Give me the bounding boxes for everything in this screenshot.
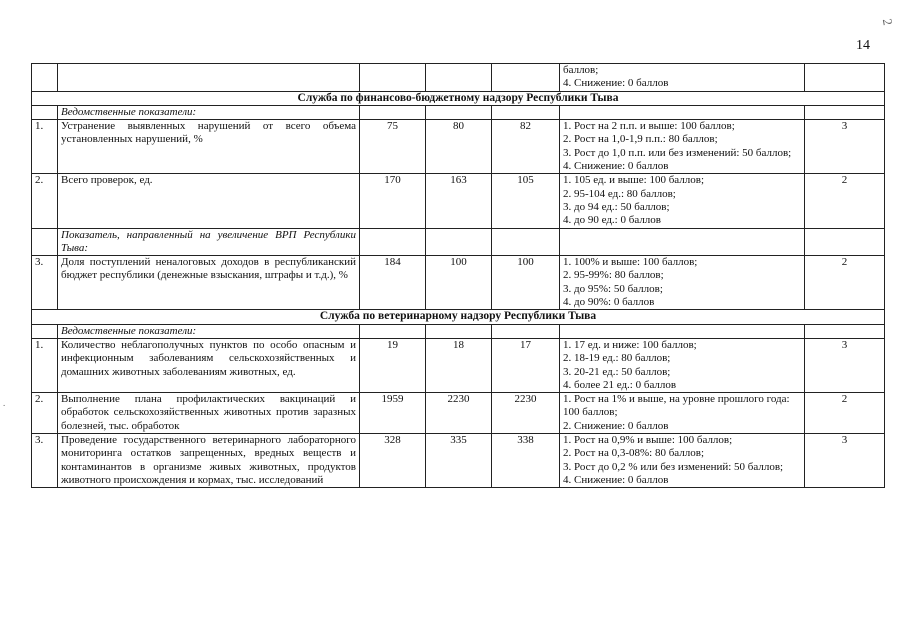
section-title: Служба по ветеринарному надзору Республики Тыва (32, 310, 885, 324)
value-year-2: 100 (426, 256, 492, 310)
row-number: 1. (32, 338, 58, 392)
criteria-cell (560, 174, 805, 228)
criteria-line: 4. более 21 ед.: 0 баллов (563, 378, 677, 391)
criteria-line: 3. 20-21 ед.: 50 баллов; (563, 365, 671, 378)
criteria-cell (560, 64, 805, 92)
criteria-cell (560, 105, 805, 119)
criteria-line: баллов; (563, 64, 599, 76)
criteria-cell (560, 434, 805, 488)
criteria-cell (560, 338, 805, 392)
value-cell (360, 105, 426, 119)
row-number: 1. (32, 120, 58, 174)
value-year-1: 1959 (360, 393, 426, 434)
criteria-line: 4. до 90 ед.: 0 баллов (563, 214, 661, 227)
row-description: Количество неблагополучных пунктов по особо опасным и инфекционным заболеваниям сельскохозяйственных и домашних животных заболеваниям животных, ед. (58, 338, 360, 392)
value-cell (492, 105, 560, 119)
section-header-row (32, 310, 885, 324)
criteria-cell (560, 228, 805, 256)
criteria-line: 2. 95-99%: 80 баллов; (563, 269, 664, 282)
criteria-line: 1. 100% и выше: 100 баллов; (563, 256, 698, 269)
value-year-3: 82 (492, 120, 560, 174)
score-cell: 2 (805, 393, 885, 434)
row-description: Проведение государственного ветеринарного лабораторного мониторинга остатков запрещенных, вредных веществ и контаминантов в организме живых животных, продуктов животного происхождения и кормах, тыс. исследований (58, 434, 360, 488)
table-row (32, 256, 885, 310)
score-cell (805, 105, 885, 119)
table-row (32, 434, 885, 488)
score-cell: 3 (805, 434, 885, 488)
value-year-1: 184 (360, 256, 426, 310)
table-row (32, 338, 885, 392)
row-number (32, 105, 58, 119)
value-year-2: 335 (426, 434, 492, 488)
table-row (32, 174, 885, 228)
value-cell (426, 105, 492, 119)
row-number: 2. (32, 393, 58, 434)
row-number: 3. (32, 434, 58, 488)
criteria-cell (560, 120, 805, 174)
value-year-2: 18 (426, 338, 492, 392)
value-cell (426, 228, 492, 256)
table-row-continuation (32, 64, 885, 92)
indicators-table (31, 63, 885, 488)
value-cell (492, 228, 560, 256)
row-number (32, 228, 58, 256)
value-year-1: 328 (360, 434, 426, 488)
corner-handwritten-mark: 2 (879, 17, 896, 27)
criteria-line: 4. Снижение: 0 баллов (563, 77, 669, 90)
row-description (58, 64, 360, 92)
value-year-1: 19 (360, 338, 426, 392)
value-cell (360, 228, 426, 256)
subheader-row (32, 324, 885, 338)
criteria-line: 1. Рост на 0,9% и выше: 100 баллов; (563, 434, 733, 447)
score-cell: 3 (805, 338, 885, 392)
criteria-cell (560, 256, 805, 310)
criteria-line: 2. 95-104 ед.: 80 баллов; (563, 187, 676, 200)
score-cell (805, 228, 885, 256)
criteria-line: 2. 18-19 ед.: 80 баллов; (563, 352, 671, 365)
criteria-line: 1. Рост на 1% и выше, на уровне прошлого года: 100 баллов; (563, 393, 790, 419)
value-cell (360, 64, 426, 92)
criteria-line: 4. до 90%: 0 баллов (563, 296, 655, 309)
criteria-line: 2. Рост на 0,3-08%: 80 баллов; (563, 447, 705, 460)
subheader-row (32, 105, 885, 119)
subheader-label: Ведомственные показатели: (58, 105, 360, 119)
criteria-line: 1. Рост на 2 п.п. и выше: 100 баллов; (563, 120, 735, 133)
criteria-line: 4. Снижение: 0 баллов (563, 473, 669, 486)
value-year-1: 75 (360, 120, 426, 174)
table-row (32, 120, 885, 174)
criteria-line: 3. до 94 ед.: 50 баллов; (563, 200, 670, 213)
row-description: Доля поступлений неналоговых доходов в республиканский бюджет республики (денежные взыскания, штрафы и т.д.), % (58, 256, 360, 310)
value-year-3: 2230 (492, 393, 560, 434)
row-number (32, 324, 58, 338)
criteria-line: 1. 17 ед. и ниже: 100 баллов; (563, 338, 697, 351)
value-cell (426, 324, 492, 338)
value-year-2: 80 (426, 120, 492, 174)
value-year-3: 105 (492, 174, 560, 228)
section-title: Служба по финансово-бюджетному надзору Республики Тыва (32, 91, 885, 105)
value-year-3: 100 (492, 256, 560, 310)
value-year-1: 170 (360, 174, 426, 228)
section-header-row (32, 91, 885, 105)
value-year-2: 2230 (426, 393, 492, 434)
value-cell (492, 64, 560, 92)
table-row (32, 393, 885, 434)
subheader-row (32, 228, 885, 256)
criteria-line: 3. до 95%: 50 баллов; (563, 282, 663, 295)
subheader-label: Ведомственные показатели: (58, 324, 360, 338)
value-cell (426, 64, 492, 92)
row-description: Всего проверок, ед. (58, 174, 360, 228)
criteria-line: 3. Рост до 1,0 п.п. или без изменений: 50 баллов; (563, 146, 792, 159)
value-year-3: 17 (492, 338, 560, 392)
row-number: 2. (32, 174, 58, 228)
row-description: Устранение выявленных нарушений от всего объема установленных нарушений, % (58, 120, 360, 174)
score-cell: 2 (805, 174, 885, 228)
page-number: 14 (856, 38, 870, 53)
value-cell (360, 324, 426, 338)
criteria-line: 3. Рост до 0,2 % или без изменений: 50 баллов; (563, 460, 784, 473)
score-cell: 2 (805, 256, 885, 310)
value-year-3: 338 (492, 434, 560, 488)
criteria-cell (560, 393, 805, 434)
score-cell (805, 324, 885, 338)
value-year-2: 163 (426, 174, 492, 228)
score-cell (805, 64, 885, 92)
score-cell: 3 (805, 120, 885, 174)
criteria-line: 1. 105 ед. и выше: 100 баллов; (563, 174, 705, 187)
row-number: 3. (32, 256, 58, 310)
margin-mark: . (3, 398, 6, 408)
value-cell (492, 324, 560, 338)
criteria-line: 4. Снижение: 0 баллов (563, 160, 669, 173)
row-number (32, 64, 58, 92)
criteria-line: 2. Снижение: 0 баллов (563, 419, 669, 432)
criteria-cell (560, 324, 805, 338)
row-description: Выполнение плана профилактических вакцинаций и обработок сельскохозяйственных животных против заразных болезней, тыс. обработок (58, 393, 360, 434)
subheader-label: Показатель, направленный на увеличение ВРП Республики Тыва: (58, 228, 360, 256)
criteria-line: 2. Рост на 1,0-1,9 п.п.: 80 баллов; (563, 133, 718, 146)
